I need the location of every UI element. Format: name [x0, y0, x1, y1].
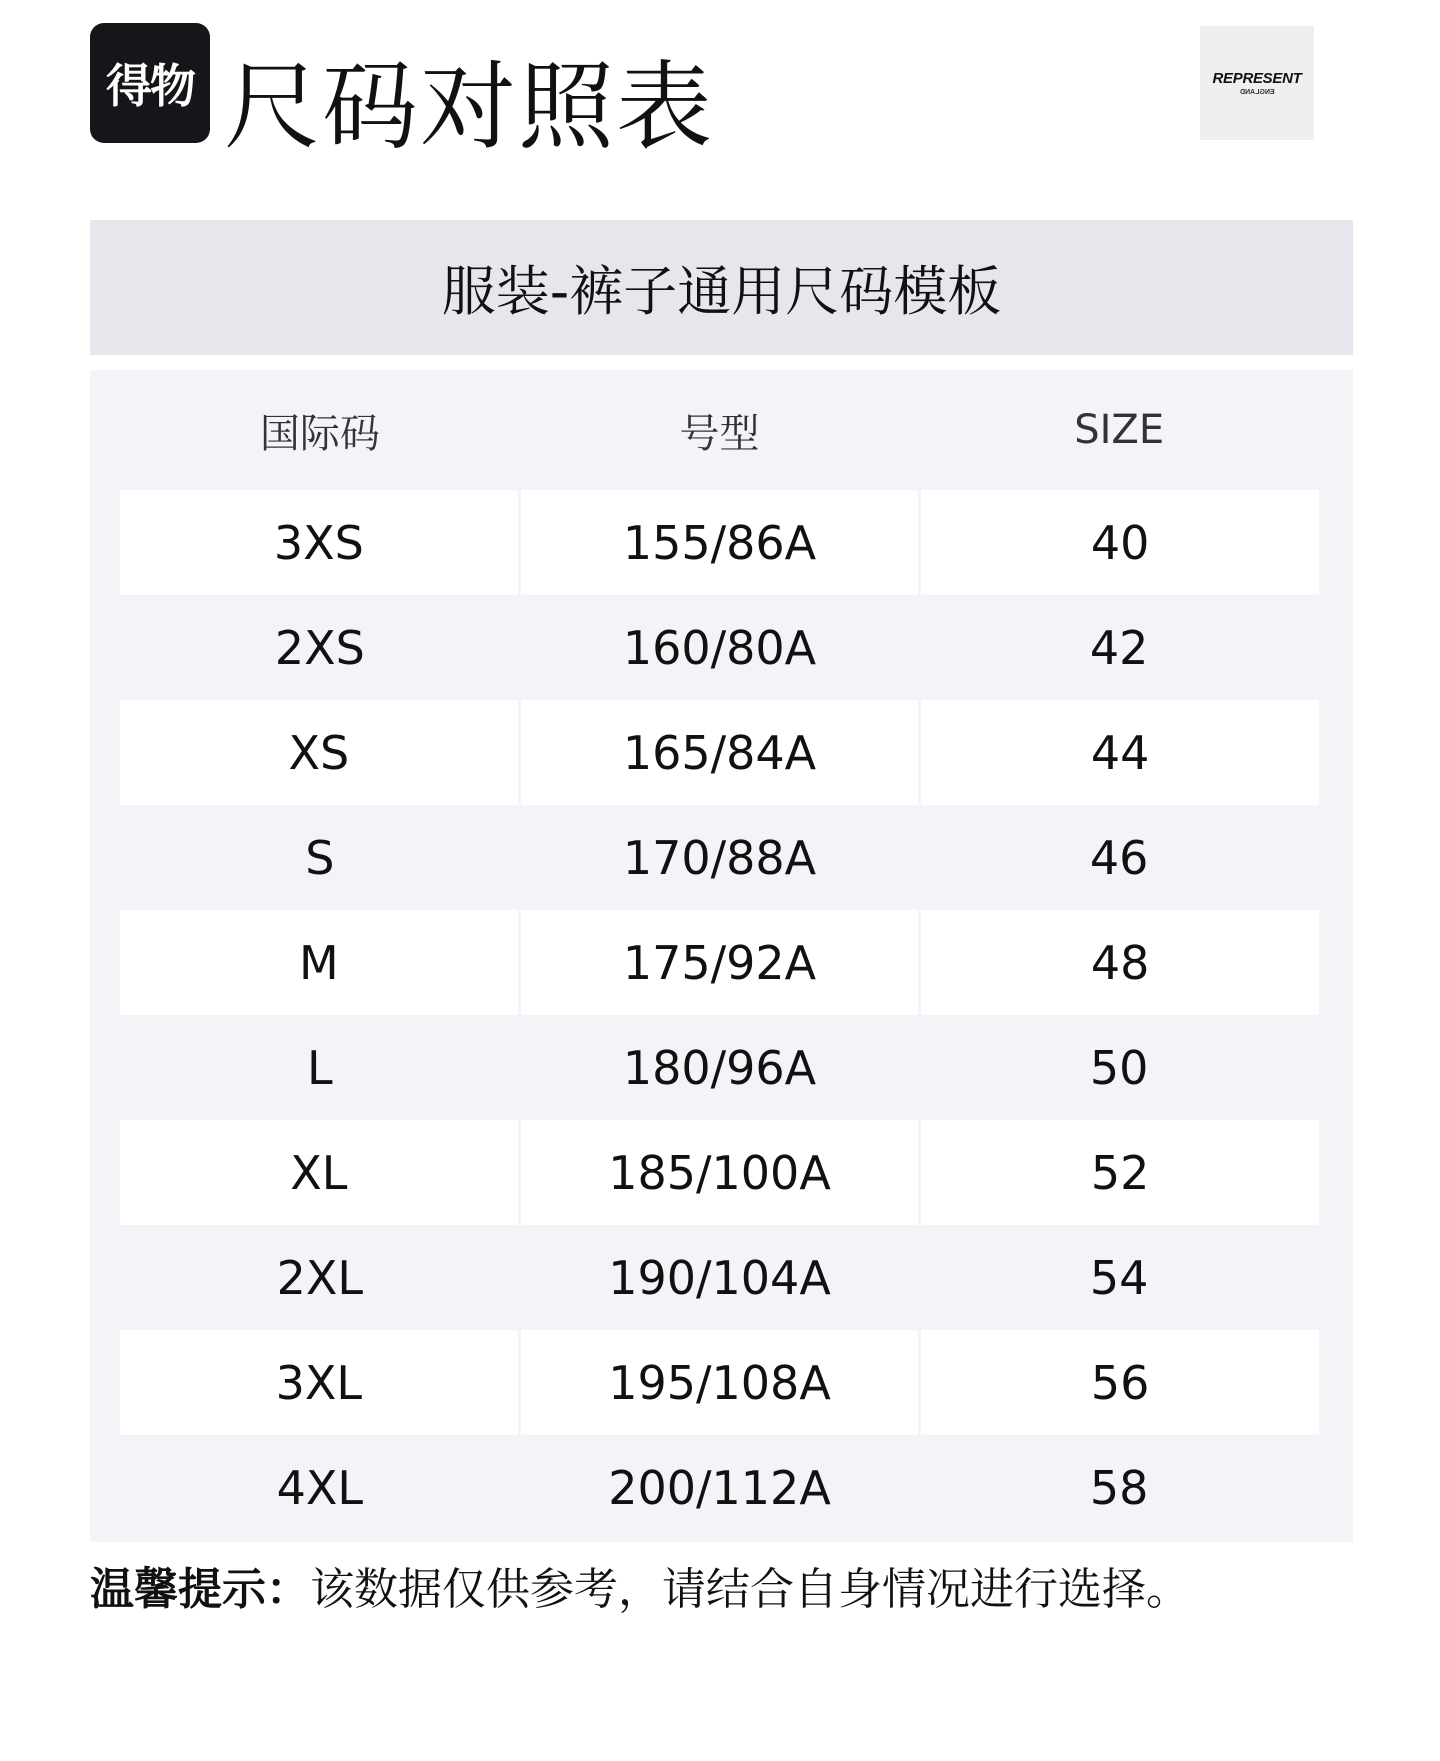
cell-model: 185/100A: [518, 1120, 919, 1225]
column-header-size: SIZE: [1074, 407, 1165, 453]
cell-intl-size: L: [307, 1040, 333, 1095]
cell-model: 175/92A: [518, 910, 919, 1015]
tip-text: 该数据仅供参考，请结合自身情况进行选择。: [310, 1564, 1190, 1615]
cell-intl-size: 4XL: [276, 1460, 364, 1515]
cell-intl-size: 3XS: [120, 490, 518, 595]
cell-size: 44: [918, 700, 1319, 805]
table-row: [120, 700, 1319, 805]
table-row: [120, 805, 1319, 910]
cell-intl-size: 2XL: [276, 1250, 364, 1305]
cell-size: 50: [1089, 1040, 1149, 1095]
cell-model: 195/108A: [518, 1330, 919, 1435]
cell-intl-size: M: [120, 910, 518, 1015]
table-body: [120, 490, 1319, 1540]
table-row: [120, 595, 1319, 700]
table-row: [120, 1435, 1319, 1540]
cell-model: 170/88A: [622, 830, 817, 885]
size-table: [90, 370, 1353, 1542]
table-row: [120, 1225, 1319, 1330]
cell-size: 54: [1089, 1250, 1149, 1305]
cell-model: 165/84A: [518, 700, 919, 805]
cell-size: 52: [918, 1120, 1319, 1225]
brand-logo-name: REPRESENT: [1212, 70, 1302, 87]
table-row: [120, 1120, 1319, 1225]
warm-tip: [90, 1560, 1353, 1620]
table-row: [120, 1330, 1319, 1435]
page-title: 尺码对照表: [224, 51, 714, 163]
cell-model: 190/104A: [608, 1250, 831, 1305]
cell-size: 58: [1089, 1460, 1149, 1515]
table-header-row: [120, 370, 1319, 490]
column-header-intl-size: 国际码: [259, 410, 380, 457]
tip-label: 温馨提示：: [90, 1564, 310, 1615]
cell-model: 155/86A: [518, 490, 919, 595]
cell-intl-size: XS: [120, 700, 518, 805]
column-header-model: 号型: [679, 410, 760, 457]
cell-size: 46: [1089, 830, 1149, 885]
brand-logo: [1200, 26, 1314, 140]
cell-intl-size: S: [305, 830, 335, 885]
cell-model: 180/96A: [622, 1040, 817, 1095]
table-row: [120, 490, 1319, 595]
app-logo: 得物: [90, 23, 210, 143]
table-row: [120, 1015, 1319, 1120]
cell-model: 200/112A: [608, 1460, 831, 1515]
cell-size: 40: [918, 490, 1319, 595]
template-title: 服装-裤子通用尺码模板: [90, 220, 1353, 355]
cell-size: 48: [918, 910, 1319, 1015]
cell-size: 56: [918, 1330, 1319, 1435]
cell-size: 42: [1089, 620, 1149, 675]
cell-intl-size: 2XS: [274, 620, 365, 675]
table-row: [120, 910, 1319, 1015]
brand-logo-sub: ENGLAND: [1239, 89, 1275, 96]
cell-intl-size: 3XL: [120, 1330, 518, 1435]
cell-intl-size: XL: [120, 1120, 518, 1225]
page-header: [0, 0, 1440, 200]
cell-model: 160/80A: [622, 620, 817, 675]
